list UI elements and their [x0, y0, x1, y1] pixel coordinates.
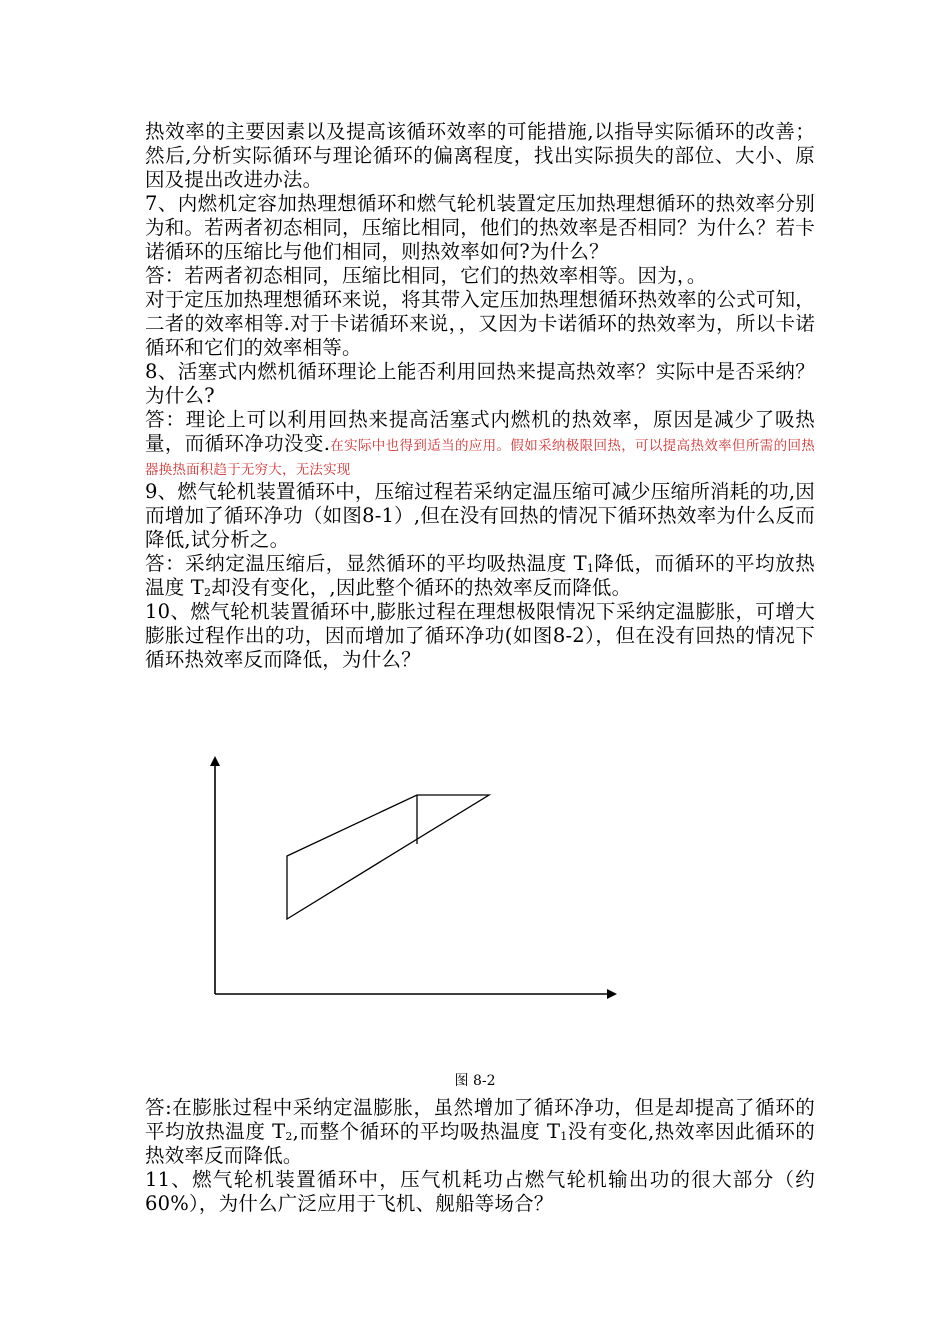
- answer-10: [145, 1096, 815, 1168]
- answer-8: [145, 408, 815, 480]
- answer-8-red-note: 在实际中也得到适当的应用。假如采纳极限回热，可以提高热效率但所需的回热器换热面积趋于无穷大，无法实现: [145, 438, 815, 478]
- paragraph-intro: 热效率的主要因素以及提高该循环效率的可能措施,以指导实际循环的改善；然后,分析实际循环与理论循环的偏离程度，找出实际损失的部位、大小、原因及提出改进办法。: [145, 120, 815, 191]
- answer-10-sub1: 2: [285, 1130, 293, 1143]
- answer-10-mid: ,而整个循环的平均吸热温度 T: [292, 1120, 561, 1143]
- answer-9: [145, 552, 815, 600]
- document-body: [145, 120, 815, 672]
- document-body-continued: [145, 1096, 815, 1216]
- figure-8-2: [205, 752, 625, 1010]
- answer-10-post: 没有变化,热效率因此循环的热效率反而降低。: [145, 1120, 815, 1167]
- answer-9-sub1: 1: [586, 562, 595, 575]
- question-9: 9、燃气轮机装置循环中，压缩过程若采纳定温压缩可减少压缩所消耗的功,因而增加了循环净功（如图8-1）,但在没有回热的情况下循环热效率为什么反而降低,试分析之。: [145, 480, 815, 551]
- answer-7-line1: 答：若两者初态相同，压缩比相同，它们的热效率相等。因为，。: [145, 264, 707, 287]
- answer-9-sub2: 2: [204, 586, 212, 599]
- answer-9-post: 却没有变化，,因此整个循环的热效率反而降低。: [211, 576, 632, 599]
- answer-9-mid: 降低，而循环的平均放热温度 T: [145, 552, 815, 599]
- answer-8-text: 答：理论上可以利用回热来提高活塞式内燃机的热效率，原因是减少了吸热量，而循环净功没变.: [145, 408, 815, 455]
- answer-9-pre: 答：采纳定温压缩后，显然循环的平均吸热温度 T: [145, 552, 587, 575]
- answer-7-line2: 对于定压加热理想循环来说，将其带入定压加热理想循环热效率的公式可知，二者的效率相等.对于卡诺循环来说，，又因为卡诺循环的热效率为，所以卡诺循环和它们的效率相等。: [145, 288, 815, 359]
- answer-10-sub2: 1: [560, 1130, 568, 1143]
- question-11: 11、燃气轮机装置循环中，压气机耗功占燃气轮机输出功的很大部分（约60%），为什么广泛应用于飞机、舰船等场合？: [145, 1168, 815, 1215]
- answer-10-pre: 答:在膨胀过程中采纳定温膨胀，虽然增加了循环净功，但是却提高了循环的平均放热温度 T: [145, 1096, 815, 1143]
- cycle-diagram: [205, 752, 625, 1010]
- question-8: 8、活塞式内燃机循环理论上能否利用回热来提高热效率？实际中是否采纳？为什么?: [145, 360, 815, 407]
- figure-caption: 图 8-2: [454, 1073, 496, 1089]
- cycle-outline: [287, 795, 489, 919]
- question-10: 10、燃气轮机装置循环中,膨胀过程在理想极限情况下采纳定温膨胀，可增大膨胀过程作出的功，因而增加了循环净功(如图8-2），但在没有回热的情况下循环热效率反而降低，为什么？: [145, 600, 815, 671]
- question-7: 7、内燃机定容加热理想循环和燃气轮机装置定压加热理想循环的热效率分别为和。若两者初态相同，压缩比相同，他们的热效率是否相同？为什么？若卡诺循环的压缩比与他们相同，则热效率如何?为什么？: [145, 192, 815, 263]
